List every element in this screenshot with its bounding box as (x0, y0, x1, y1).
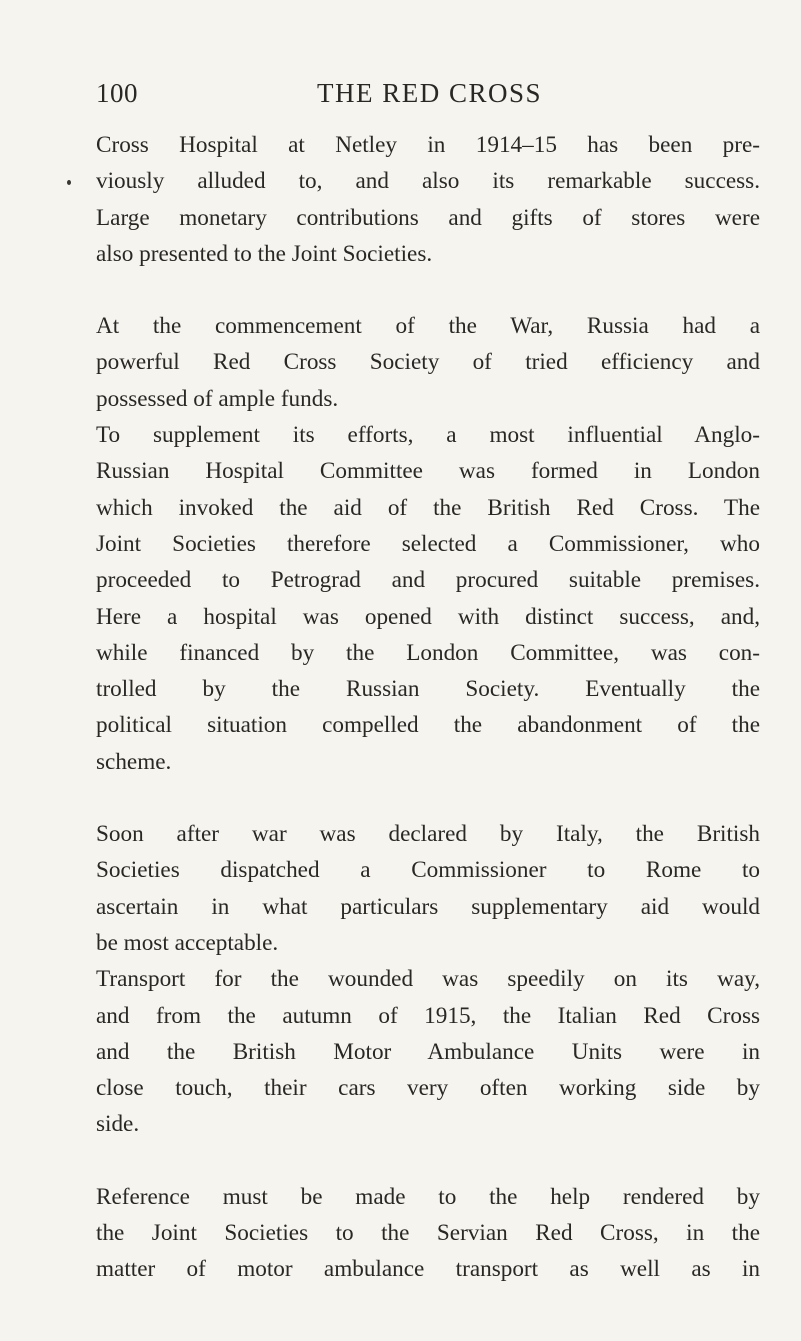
body-text (96, 127, 760, 1288)
page-header (96, 78, 596, 114)
text-line: Societies dispatched a Commissioner to Rome to (96, 857, 760, 884)
paragraph (96, 816, 760, 961)
text-line: which invoked the aid of the British Red Cross. The (96, 494, 760, 521)
page-number: 100 (96, 78, 138, 108)
text-line: viously alluded to, and also its remarkable success. (96, 168, 760, 195)
paragraph (96, 308, 760, 417)
text-line: trolled by the Russian Society. Eventually the (96, 676, 760, 703)
text-line: also presented to the Joint Societies. (96, 240, 433, 267)
text-line: political situation compelled the abandonment of the (96, 712, 760, 739)
paragraph-gap (96, 1143, 760, 1179)
text-line: Soon after war was declared by Italy, the British (96, 821, 760, 848)
text-line: while financed by the London Committee, was con- (96, 639, 760, 666)
text-line: the Joint Societies to the Servian Red Cross, in the (96, 1220, 760, 1247)
text-line: At the commencement of the War, Russia had a (96, 313, 760, 340)
paragraph (96, 1179, 760, 1288)
text-line: and from the autumn of 1915, the Italian Red Cross (96, 1002, 760, 1029)
paragraph-gap (96, 272, 760, 308)
text-line: be most acceptable. (96, 929, 279, 956)
text-line: Cross Hospital at Netley in 1914–15 has been pre- (96, 132, 760, 158)
text-line: Transport for the wounded was speedily on its way, (96, 966, 760, 993)
paragraph (96, 961, 760, 1142)
paragraph-gap (96, 780, 760, 816)
text-line: To supplement its efforts, a most influential Anglo- (96, 422, 760, 449)
paragraph (96, 127, 760, 272)
text-line: ascertain in what particulars supplementary aid would (96, 893, 760, 920)
running-head: THE RED CROSS (317, 78, 543, 108)
text-line: Russian Hospital Committee was formed in London (96, 458, 760, 485)
print-speck (67, 180, 71, 185)
text-line: side. (96, 1111, 140, 1138)
text-line: powerful Red Cross Society of tried efficiency and (96, 349, 760, 376)
text-line: Large monetary contributions and gifts of stores were (96, 204, 760, 231)
text-line: proceeded to Petrograd and procured suitable premises. (96, 567, 760, 594)
text-line: and the British Motor Ambulance Units were in (96, 1038, 760, 1065)
text-line: close touch, their cars very often working side by (96, 1075, 760, 1102)
text-line: Reference must be made to the help rendered by (96, 1183, 760, 1210)
text-line: possessed of ample funds. (96, 385, 339, 412)
text-line: scheme. (96, 748, 172, 775)
text-line: Joint Societies therefore selected a Commissioner, who (96, 530, 760, 557)
paragraph (96, 417, 760, 780)
text-line: matter of motor ambulance transport as well as in (96, 1256, 760, 1283)
text-line: Here a hospital was opened with distinct success, and, (96, 603, 760, 630)
